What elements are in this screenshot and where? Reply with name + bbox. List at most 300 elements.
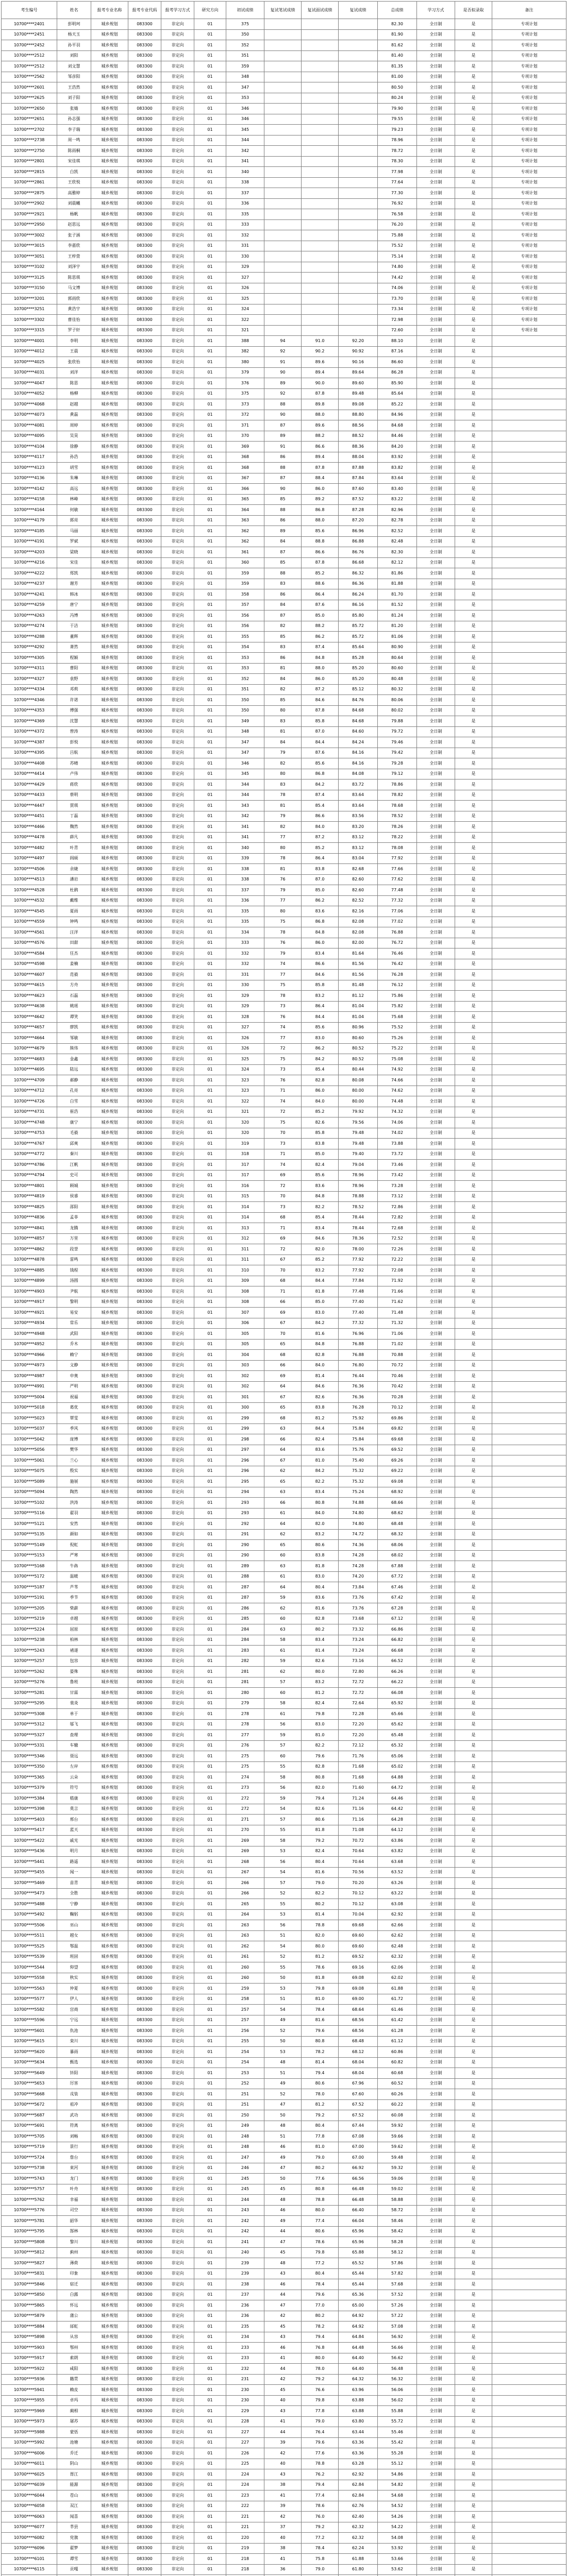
direction-cell: 01 xyxy=(194,1381,226,1392)
retest-written-cell: 89 xyxy=(264,378,302,389)
total-score-cell: 77.06 xyxy=(378,906,417,917)
retest-written-cell: 69 xyxy=(264,1371,302,1382)
study-mode-cell: 全日制 xyxy=(417,1202,455,1213)
admitted-cell: 是 xyxy=(455,895,492,906)
table-row xyxy=(2,1508,566,1519)
admitted-cell: 是 xyxy=(455,251,492,262)
retest-interview-cell: 83.0 xyxy=(302,1308,339,1318)
retest-interview-cell: 83.6 xyxy=(302,1445,339,1455)
major-cell: 城乡规划 xyxy=(91,2068,128,2079)
name-cell: 唐宁 xyxy=(57,600,91,611)
major-code-cell: 083300 xyxy=(128,2258,161,2269)
admitted-cell: 是 xyxy=(455,2332,492,2343)
study-type-cell: 非定向 xyxy=(161,980,194,991)
name-cell: 孔亮 xyxy=(57,1086,91,1096)
retest-score-cell: 73.16 xyxy=(339,1656,378,1667)
initial-score-cell: 226 xyxy=(226,2448,264,2459)
initial-score-cell: 272 xyxy=(226,1804,264,1815)
major-cell: 城乡规划 xyxy=(91,2047,128,2058)
retest-interview-cell: 85.6 xyxy=(302,758,339,769)
note-cell xyxy=(492,1160,566,1171)
admitted-cell: 是 xyxy=(455,1899,492,1910)
major-cell: 城乡规划 xyxy=(91,526,128,537)
note-cell xyxy=(492,1181,566,1192)
retest-score-cell: 84.24 xyxy=(339,737,378,748)
major-code-cell: 083300 xyxy=(128,378,161,389)
initial-score-cell: 284 xyxy=(226,1635,264,1646)
note-cell xyxy=(492,1867,566,1878)
major-code-cell: 083300 xyxy=(128,653,161,664)
name-cell: 王晨 xyxy=(57,346,91,357)
study-type-cell: 非定向 xyxy=(161,336,194,347)
direction-cell: 01 xyxy=(194,484,226,495)
major-cell: 城乡规划 xyxy=(91,72,128,82)
admitted-cell: 是 xyxy=(455,2416,492,2427)
retest-written-cell: 83 xyxy=(264,779,302,790)
direction-cell: 01 xyxy=(194,2564,226,2575)
retest-score-cell: 70.12 xyxy=(339,1888,378,1899)
retest-interview-cell: 83.2 xyxy=(302,1677,339,1688)
direction-cell: 01 xyxy=(194,1498,226,1509)
note-cell: 专项计划 xyxy=(492,82,566,93)
study-type-cell: 非定向 xyxy=(161,779,194,790)
total-score-cell: 54.86 xyxy=(378,2469,417,2480)
initial-score-cell: 341 xyxy=(226,156,264,167)
direction-cell: 01 xyxy=(194,2533,226,2544)
major-code-cell: 083300 xyxy=(128,1001,161,1012)
retest-score-cell: 74.36 xyxy=(339,1540,378,1551)
initial-score-cell: 336 xyxy=(226,198,264,209)
note-cell xyxy=(492,2437,566,2448)
admitted-cell: 是 xyxy=(455,2216,492,2227)
initial-score-cell: 242 xyxy=(226,2216,264,2227)
candidate-id-cell: 10700****4528 xyxy=(2,885,57,896)
candidate-id-cell: 10700****5149 xyxy=(2,1540,57,1551)
table-row xyxy=(2,1265,566,1276)
name-cell: 贾琪 xyxy=(57,801,91,811)
initial-score-cell: 293 xyxy=(226,1508,264,1519)
name-cell: 江帆 xyxy=(57,1160,91,1171)
score-sheet xyxy=(1,1,566,2576)
candidate-id-cell: 10700****6082 xyxy=(2,2533,57,2544)
name-cell: 李明 xyxy=(57,336,91,347)
admitted-cell: 是 xyxy=(455,2480,492,2490)
total-score-cell: 72.52 xyxy=(378,1233,417,1244)
major-cell: 城乡规划 xyxy=(91,611,128,621)
note-cell: 专项计划 xyxy=(492,251,566,262)
major-cell: 城乡规划 xyxy=(91,853,128,864)
study-mode-cell: 全日制 xyxy=(417,2343,455,2353)
total-score-cell: 57.52 xyxy=(378,2290,417,2300)
name-cell: 赵思远 xyxy=(57,219,91,230)
admitted-cell: 是 xyxy=(455,2300,492,2311)
retest-written-cell: 73 xyxy=(264,1001,302,1012)
retest-written-cell: 76 xyxy=(264,1075,302,1086)
table-row xyxy=(2,1614,566,1624)
direction-cell: 01 xyxy=(194,1128,226,1139)
total-score-cell: 81.35 xyxy=(378,61,417,72)
study-type-cell: 非定向 xyxy=(161,1709,194,1720)
retest-interview-cell: 84.8 xyxy=(302,1339,339,1350)
retest-score-cell: 85.64 xyxy=(339,642,378,653)
direction-cell: 01 xyxy=(194,1815,226,1825)
table-row xyxy=(2,93,566,104)
retest-interview-cell: 83.0 xyxy=(302,1571,339,1582)
candidate-id-cell: 10700****5365 xyxy=(2,1772,57,1783)
retest-interview-cell: 83.8 xyxy=(302,1402,339,1413)
initial-score-cell: 289 xyxy=(226,1561,264,1572)
direction-cell: 01 xyxy=(194,832,226,843)
table-row xyxy=(2,1667,566,1677)
study-mode-cell: 全日制 xyxy=(417,948,455,959)
study-type-cell: 非定向 xyxy=(161,1339,194,1350)
retest-written-cell: 77 xyxy=(264,895,302,906)
admitted-cell: 是 xyxy=(455,695,492,706)
major-cell: 城乡规划 xyxy=(91,1233,128,1244)
retest-interview-cell: 87.2 xyxy=(302,832,339,843)
major-cell: 城乡规划 xyxy=(91,1804,128,1815)
admitted-cell: 是 xyxy=(455,1392,492,1403)
retest-written-cell xyxy=(264,29,302,40)
table-row xyxy=(2,1740,566,1751)
major-code-cell: 083300 xyxy=(128,1160,161,1171)
name-cell: 田甜 xyxy=(57,938,91,948)
retest-written-cell xyxy=(264,294,302,304)
admitted-cell: 是 xyxy=(455,1529,492,1540)
total-score-cell: 78.22 xyxy=(378,832,417,843)
candidate-id-cell: 10700****5917 xyxy=(2,2353,57,2364)
retest-interview-cell: 88.0 xyxy=(302,410,339,420)
major-code-cell: 083300 xyxy=(128,684,161,695)
major-code-cell: 083300 xyxy=(128,1075,161,1086)
direction-cell: 01 xyxy=(194,1223,226,1234)
major-cell: 城乡规划 xyxy=(91,1276,128,1286)
note-cell xyxy=(492,2353,566,2364)
table-row xyxy=(2,283,566,294)
table-row xyxy=(2,2564,566,2575)
major-cell: 城乡规划 xyxy=(91,716,128,727)
name-cell: 葛优 xyxy=(57,1402,91,1413)
study-type-cell: 非定向 xyxy=(161,2290,194,2300)
retest-interview-cell: 78.4 xyxy=(302,2279,339,2290)
study-type-cell: 非定向 xyxy=(161,2564,194,2575)
study-mode-cell: 全日制 xyxy=(417,2416,455,2427)
admitted-cell: 是 xyxy=(455,2290,492,2300)
retest-written-cell: 88 xyxy=(264,505,302,516)
major-code-cell: 083300 xyxy=(128,874,161,885)
column-header: 报考专业名称 xyxy=(91,2,128,19)
note-cell xyxy=(492,2163,566,2174)
name-cell: 黎明 xyxy=(57,1297,91,1308)
study-mode-cell: 全日制 xyxy=(417,758,455,769)
major-cell: 城乡规划 xyxy=(91,2533,128,2544)
retest-score-cell: 80.96 xyxy=(339,1022,378,1033)
table-row xyxy=(2,970,566,980)
major-code-cell: 083300 xyxy=(128,1730,161,1741)
name-cell: 曹佳怡 xyxy=(57,315,91,326)
study-type-cell: 非定向 xyxy=(161,1846,194,1857)
major-cell: 城乡规划 xyxy=(91,811,128,822)
name-cell: 苗青 xyxy=(57,1878,91,1889)
retest-score-cell: 82.52 xyxy=(339,895,378,906)
note-cell xyxy=(492,1233,566,1244)
study-type-cell: 非定向 xyxy=(161,1804,194,1815)
table-row xyxy=(2,1276,566,1286)
note-cell: 专项计划 xyxy=(492,273,566,283)
name-cell: 晏殊 xyxy=(57,1667,91,1677)
major-cell: 城乡规划 xyxy=(91,991,128,1002)
major-cell: 城乡规划 xyxy=(91,547,128,558)
retest-interview-cell xyxy=(302,82,339,93)
admitted-cell: 是 xyxy=(455,1402,492,1413)
total-score-cell: 68.06 xyxy=(378,1540,417,1551)
initial-score-cell: 362 xyxy=(226,526,264,537)
retest-score-cell: 86.96 xyxy=(339,526,378,537)
name-cell: 顾城 xyxy=(57,1181,91,1192)
table-row xyxy=(2,2268,566,2279)
initial-score-cell: 301 xyxy=(226,1392,264,1403)
retest-interview-cell: 85.4 xyxy=(302,801,339,811)
table-row xyxy=(2,1286,566,1297)
total-score-cell: 59.02 xyxy=(378,2184,417,2195)
direction-cell: 01 xyxy=(194,1973,226,1984)
retest-written-cell: 54 xyxy=(264,2005,302,2015)
admitted-cell: 是 xyxy=(455,1350,492,1361)
name-cell: 秦川 xyxy=(57,1149,91,1160)
study-mode-cell: 全日制 xyxy=(417,737,455,748)
direction-cell: 01 xyxy=(194,1170,226,1181)
study-type-cell: 非定向 xyxy=(161,748,194,758)
retest-score-cell: 70.64 xyxy=(339,1846,378,1857)
retest-score-cell: 68.04 xyxy=(339,2057,378,2068)
admitted-cell: 是 xyxy=(455,2469,492,2480)
retest-written-cell: 75 xyxy=(264,1054,302,1065)
table-row xyxy=(2,1318,566,1329)
name-cell: 萧然 xyxy=(57,642,91,653)
retest-interview-cell: 80.8 xyxy=(302,1772,339,1783)
study-mode-cell: 全日制 xyxy=(417,1001,455,1012)
candidate-id-cell: 10700****4695 xyxy=(2,1064,57,1075)
major-cell: 城乡规划 xyxy=(91,1709,128,1720)
major-cell: 城乡规划 xyxy=(91,1001,128,1012)
retest-interview-cell: 85.6 xyxy=(302,1170,339,1181)
major-code-cell: 083300 xyxy=(128,526,161,537)
study-type-cell: 非定向 xyxy=(161,1519,194,1530)
retest-written-cell: 84 xyxy=(264,674,302,685)
name-cell: 蒋欣 xyxy=(57,779,91,790)
direction-cell: 01 xyxy=(194,1350,226,1361)
candidate-id-cell: 10700****5473 xyxy=(2,1888,57,1899)
retest-score-cell: 83.56 xyxy=(339,811,378,822)
study-mode-cell: 全日制 xyxy=(417,2300,455,2311)
name-cell: 咸阳 xyxy=(57,2364,91,2375)
direction-cell: 01 xyxy=(194,125,226,135)
retest-score-cell: 69.00 xyxy=(339,1994,378,2005)
table-row xyxy=(2,758,566,769)
initial-score-cell: 295 xyxy=(226,1477,264,1487)
retest-interview-cell: 83.0 xyxy=(302,1719,339,1730)
major-code-cell: 083300 xyxy=(128,2427,161,2438)
major-code-cell: 083300 xyxy=(128,832,161,843)
initial-score-cell: 266 xyxy=(226,1888,264,1899)
study-type-cell: 非定向 xyxy=(161,1244,194,1255)
retest-interview-cell xyxy=(302,61,339,72)
name-cell: 钭阳 xyxy=(57,2068,91,2079)
study-mode-cell: 全日制 xyxy=(417,104,455,114)
total-score-cell: 74.48 xyxy=(378,1096,417,1107)
candidate-id-cell: 10700****4311 xyxy=(2,663,57,674)
study-type-cell: 非定向 xyxy=(161,1064,194,1075)
retest-written-cell: 85 xyxy=(264,494,302,505)
study-mode-cell: 全日制 xyxy=(417,2258,455,2269)
retest-score-cell: 64.84 xyxy=(339,2332,378,2343)
study-type-cell: 非定向 xyxy=(161,1730,194,1741)
candidate-id-cell: 10700****5988 xyxy=(2,2427,57,2438)
study-mode-cell: 全日制 xyxy=(417,1973,455,1984)
total-score-cell: 56.92 xyxy=(378,2332,417,2343)
initial-score-cell: 290 xyxy=(226,1540,264,1551)
retest-interview-cell: 84.4 xyxy=(302,1423,339,1434)
study-type-cell: 非定向 xyxy=(161,2078,194,2089)
name-cell: 车辙 xyxy=(57,1740,91,1751)
major-code-cell: 083300 xyxy=(128,2343,161,2353)
retest-written-cell: 68 xyxy=(264,1276,302,1286)
note-cell xyxy=(492,2311,566,2321)
admitted-cell: 是 xyxy=(455,2163,492,2174)
name-cell: 班固 xyxy=(57,1952,91,1962)
retest-score-cell: 75.40 xyxy=(339,1455,378,1466)
direction-cell: 01 xyxy=(194,1793,226,1804)
admitted-cell: 是 xyxy=(455,2247,492,2258)
major-code-cell: 083300 xyxy=(128,209,161,220)
major-code-cell: 083300 xyxy=(128,2089,161,2100)
study-mode-cell: 全日制 xyxy=(417,1899,455,1910)
major-cell: 城乡规划 xyxy=(91,325,128,336)
study-type-cell: 非定向 xyxy=(161,1899,194,1910)
retest-interview-cell xyxy=(302,304,339,315)
admitted-cell: 是 xyxy=(455,1508,492,1519)
study-type-cell: 非定向 xyxy=(161,1033,194,1044)
note-cell xyxy=(492,2205,566,2216)
major-code-cell: 083300 xyxy=(128,1233,161,1244)
total-score-cell: 65.66 xyxy=(378,1709,417,1720)
candidate-id-cell: 10700****2702 xyxy=(2,125,57,135)
retest-score-cell: 73.76 xyxy=(339,1592,378,1603)
major-cell: 城乡规划 xyxy=(91,29,128,40)
retest-interview-cell: 79.4 xyxy=(302,2332,339,2343)
name-cell: 宁远 xyxy=(57,2015,91,2026)
admitted-cell: 是 xyxy=(455,442,492,452)
candidate-id-cell: 10700****4598 xyxy=(2,959,57,970)
note-cell xyxy=(492,1667,566,1677)
retest-written-cell: 60 xyxy=(264,1751,302,1762)
major-cell: 城乡规划 xyxy=(91,463,128,473)
name-cell: 庞博 xyxy=(57,1434,91,1445)
name-cell: 仰望 xyxy=(57,1962,91,1973)
retest-written-cell: 69 xyxy=(264,1308,302,1318)
admitted-cell: 是 xyxy=(455,1730,492,1741)
major-cell: 城乡规划 xyxy=(91,2543,128,2554)
admitted-cell: 是 xyxy=(455,611,492,621)
direction-cell: 01 xyxy=(194,1761,226,1772)
major-cell: 城乡规划 xyxy=(91,1434,128,1445)
name-cell: 嵇康 xyxy=(57,1793,91,1804)
total-score-cell: 63.08 xyxy=(378,1899,417,1910)
admitted-cell: 是 xyxy=(455,1962,492,1973)
initial-score-cell: 256 xyxy=(226,2026,264,2037)
major-cell: 城乡规划 xyxy=(91,2385,128,2396)
total-score-cell: 76.58 xyxy=(378,209,417,220)
total-score-cell: 58.12 xyxy=(378,2247,417,2258)
note-cell xyxy=(492,1740,566,1751)
retest-interview-cell xyxy=(302,29,339,40)
note-cell xyxy=(492,1043,566,1054)
total-score-cell: 70.72 xyxy=(378,1360,417,1371)
study-mode-cell: 全日制 xyxy=(417,420,455,431)
retest-interview-cell: 89.2 xyxy=(302,494,339,505)
major-cell: 城乡规划 xyxy=(91,1381,128,1392)
direction-cell: 01 xyxy=(194,1160,226,1171)
admitted-cell: 是 xyxy=(455,19,492,30)
initial-score-cell: 265 xyxy=(226,1899,264,1910)
major-code-cell: 083300 xyxy=(128,1836,161,1846)
admitted-cell: 是 xyxy=(455,2057,492,2068)
total-score-cell: 59.62 xyxy=(378,2142,417,2153)
initial-score-cell: 324 xyxy=(226,1064,264,1075)
major-code-cell: 083300 xyxy=(128,2005,161,2015)
study-type-cell: 非定向 xyxy=(161,1001,194,1012)
study-mode-cell: 全日制 xyxy=(417,1445,455,1455)
retest-score-cell: 61.80 xyxy=(339,2564,378,2575)
study-mode-cell: 全日制 xyxy=(417,357,455,368)
major-cell: 城乡规划 xyxy=(91,2279,128,2290)
total-score-cell: 70.12 xyxy=(378,1402,417,1413)
major-cell: 城乡规划 xyxy=(91,2131,128,2142)
study-mode-cell: 全日制 xyxy=(417,959,455,970)
direction-cell: 01 xyxy=(194,1244,226,1255)
major-code-cell: 083300 xyxy=(128,959,161,970)
retest-score-cell: 66.92 xyxy=(339,2163,378,2174)
total-score-cell: 63.52 xyxy=(378,1867,417,1878)
initial-score-cell: 269 xyxy=(226,1836,264,1846)
admitted-cell: 是 xyxy=(455,2459,492,2469)
initial-score-cell: 249 xyxy=(226,2121,264,2131)
initial-score-cell: 270 xyxy=(226,1825,264,1836)
table-row xyxy=(2,188,566,199)
initial-score-cell: 375 xyxy=(226,388,264,399)
direction-cell: 01 xyxy=(194,1740,226,1751)
retest-score-cell: 65.44 xyxy=(339,2279,378,2290)
column-header: 报考专业代码 xyxy=(128,2,161,19)
table-row xyxy=(2,315,566,326)
major-cell: 城乡规划 xyxy=(91,1297,128,1308)
note-cell xyxy=(492,632,566,642)
initial-score-cell: 369 xyxy=(226,442,264,452)
major-code-cell: 083300 xyxy=(128,917,161,927)
direction-cell: 01 xyxy=(194,526,226,537)
note-cell xyxy=(492,2195,566,2206)
candidate-id-cell: 10700****6096 xyxy=(2,2543,57,2554)
retest-written-cell: 81 xyxy=(264,864,302,875)
candidate-id-cell: 10700****4726 xyxy=(2,1096,57,1107)
direction-cell: 01 xyxy=(194,1276,226,1286)
retest-written-cell: 67 xyxy=(264,1255,302,1265)
table-row xyxy=(2,1181,566,1192)
retest-score-cell xyxy=(339,167,378,178)
candidate-id-cell: 10700****5596 xyxy=(2,2015,57,2026)
major-code-cell: 083300 xyxy=(128,2015,161,2026)
admitted-cell: 是 xyxy=(455,2343,492,2353)
